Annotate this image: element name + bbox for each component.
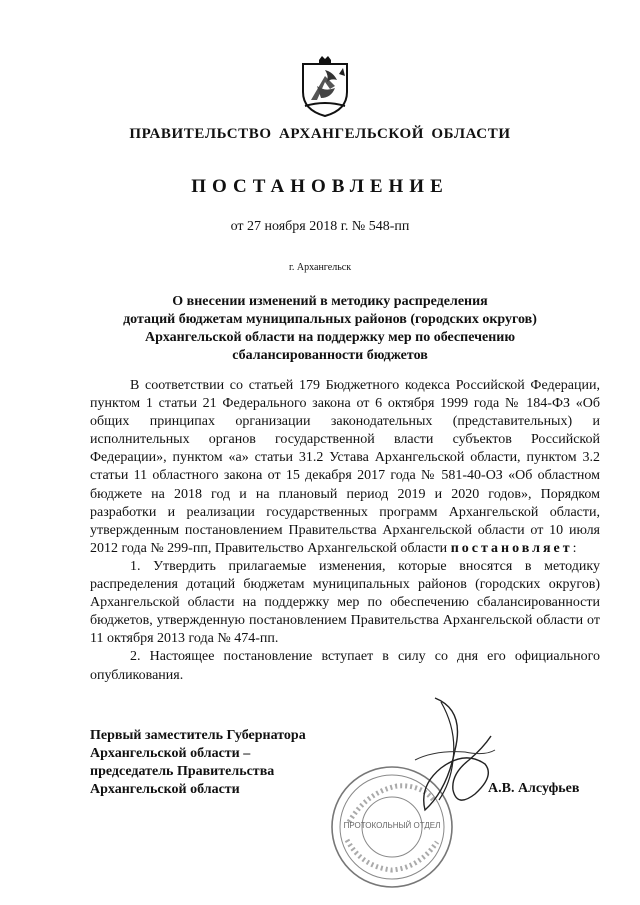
subject-line: О внесении изменений в методику распределения — [172, 294, 488, 309]
document-body — [90, 377, 600, 685]
preamble-paragraph — [90, 377, 600, 558]
signer-position — [90, 727, 350, 799]
signer-line: Архангельской области — [90, 782, 240, 797]
subject-line: дотаций бюджетам муниципальных районов (городских округов) — [123, 312, 537, 327]
decree-word: постановляет — [450, 540, 573, 556]
stamp-text: ПРОТОКОЛЬНЫЙ ОТДЕЛ — [343, 821, 441, 830]
signer-line: Архангельской области – — [90, 746, 251, 761]
coat-of-arms-icon — [295, 56, 355, 118]
document-subject — [90, 293, 570, 365]
preamble-text: В соответствии со статьей 179 Бюджетного кодекса Российской Федерации, пунктом 1 статьи 21 Федерального закона от 6 октября 1999 года № 184-ФЗ «Об общих принципах организации законодательных (представительных) и исполнительных органов государственной власти субъектов Российской Федерации», пунктом «а» статьи 31.2 Устава Архангельской области, пунктом 3.2 статьи 11 областного закона от 15 декабря 2017 года № 581-40-ОЗ «Об областном бюджете на 2018 год и на плановый период 2019 и 2020 годов», Порядком разработки и реализации государственных программ Архангельской области, утвержденным постановлением Правительства Архангельской области от 10 июля 2012 года № 299-пп, Правительство Архангельской области — [90, 378, 600, 556]
government-name: ПРАВИТЕЛЬСТВО АРХАНГЕЛЬСКОЙ ОБЛАСТИ — [129, 126, 511, 142]
item-paragraph: 1. Утвердить прилагаемые изменения, которые вносятся в методику распределения дотаций бюджетам муниципальных районов (городских округов) Архангельской области на поддержку мер по обеспечению сбалансированности бюджетов, утвержденную постановлением Правительства Архангельской области от 11 октября 2013 года № 474-пп. — [90, 558, 600, 647]
subject-line: сбалансированности бюджетов — [232, 348, 428, 363]
signer-line: председатель Правительства — [90, 764, 275, 779]
document-date-number: от 27 ноября 2018 г. № 548-пп — [230, 219, 410, 234]
document-type: ПОСТАНОВЛЕНИЕ — [191, 176, 449, 197]
subject-line: Архангельской области на поддержку мер по обеспечению — [144, 330, 516, 345]
handwritten-signature — [395, 690, 505, 820]
item-paragraph: 2. Настоящее постановление вступает в силу со дня его официального опубликования. — [90, 649, 600, 683]
signer-name: А.В. Алсуфьев — [488, 781, 580, 796]
signer-line: Первый заместитель Губернатора — [90, 728, 306, 743]
decree-colon: : — [572, 540, 577, 556]
city-name: г. Архангельск — [288, 262, 352, 273]
